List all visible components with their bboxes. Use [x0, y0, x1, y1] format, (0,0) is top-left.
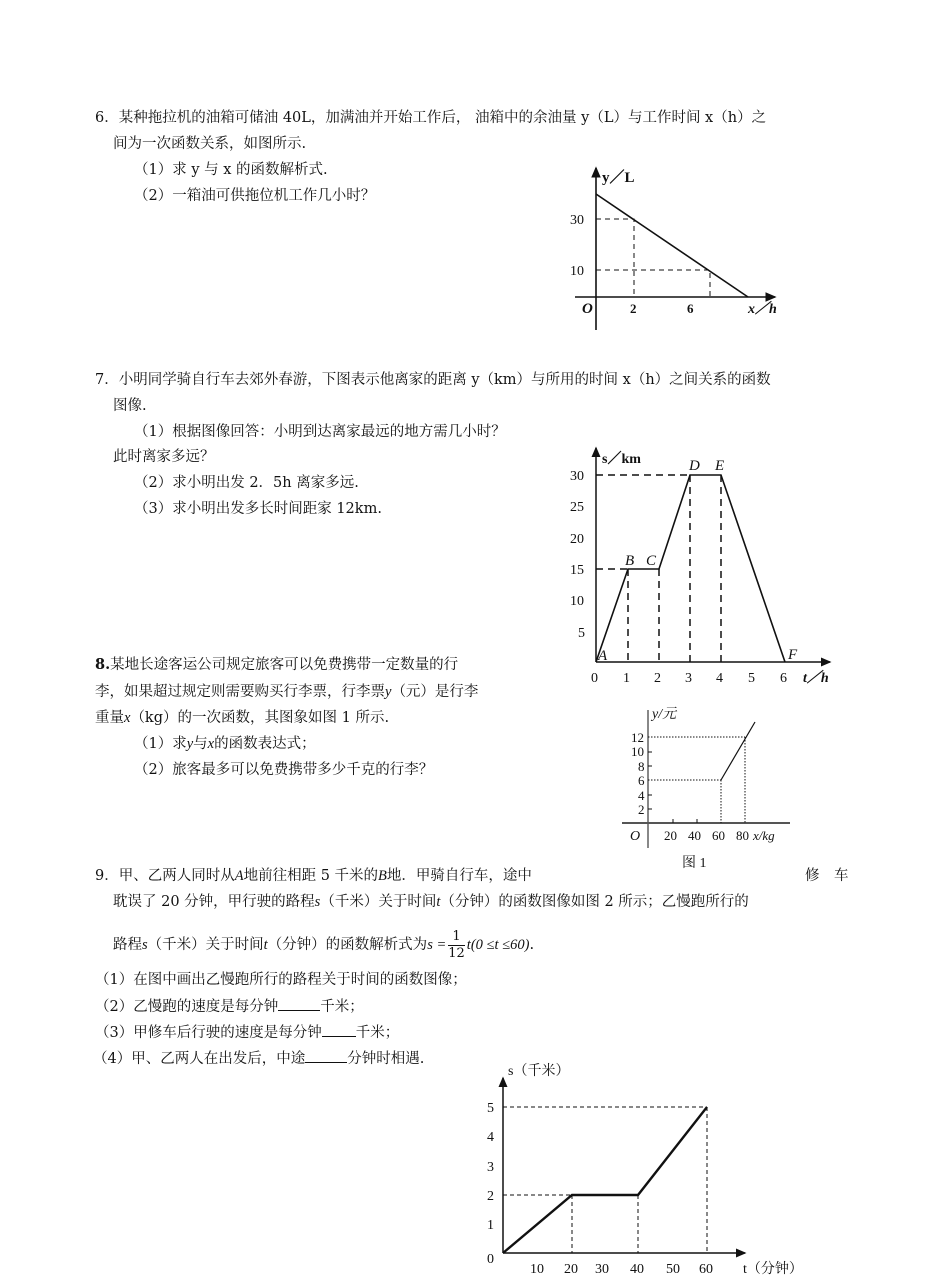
x-tick: 5 [748, 671, 755, 686]
x-tick: 20 [564, 1262, 578, 1277]
q6-line1: 6．某种拖拉机的油箱可储油 40L，加满油并开始工作后， 油箱中的余油量 y（L）与工作时间 x（h）之 [95, 110, 767, 126]
point-labels [597, 458, 798, 664]
point-label-b: B [625, 553, 635, 569]
point-label-d: D [689, 458, 700, 474]
q7-sub2: （2）求小明出发 2．5h 离家多远. [134, 475, 359, 491]
y-ticks [631, 730, 645, 817]
y-tick: 4 [487, 1130, 494, 1145]
x-tick: 60 [699, 1262, 713, 1277]
point-label-a: A [598, 648, 608, 664]
q8-line3c: （kg）的一次函数，其图象如图 1 所示. [130, 710, 390, 726]
q9-sub1: （1）在图中画出乙慢跑所行的路程关于时间的函数图像； [95, 972, 467, 988]
q9-line2b: （千米）关于时间 [320, 894, 437, 910]
x-tick: 6 [780, 671, 787, 686]
y-axis-label: s／km [602, 452, 641, 467]
figure-caption: 图 1 [682, 856, 707, 871]
point-label-e: E [715, 458, 725, 474]
dashed-guide-10 [596, 270, 710, 297]
y-tick: 5 [487, 1101, 494, 1116]
q8-sub2: （2）旅客最多可以免费携带多少千克的行李？ [134, 762, 434, 778]
q9-point-a: A [234, 868, 244, 884]
q6-sub1: （1）求 y 与 x 的函数解析式. [134, 162, 328, 178]
q9-line3c: （分钟）的函数解析式为 [267, 937, 428, 953]
x-tick: 30 [595, 1262, 609, 1277]
x-tick-6: 6 [687, 301, 694, 316]
formula-lhs: s = [427, 937, 447, 953]
q9-sub4a: （4）甲、乙两人在出发后，中途 [93, 1051, 306, 1067]
q8-sub1c: 与 [193, 736, 208, 752]
jia-distance-line [503, 1107, 707, 1253]
x-tick: 2 [654, 671, 661, 686]
q8-sub1e: 的函数表达式； [214, 736, 316, 752]
x-tick: 0 [591, 671, 598, 686]
y-tick: 25 [570, 500, 584, 515]
y-tick: 10 [570, 594, 584, 609]
q9-sub3a: （3）甲修车后行驶的速度是每分钟 [95, 1025, 322, 1041]
x-ticks [664, 828, 775, 843]
q9-line1c: 地．甲骑自行车，途中 [386, 868, 532, 884]
q7-sub3: （3）求小明出发多长时间距家 12km. [134, 501, 382, 517]
x-tick: 10 [530, 1262, 544, 1277]
y-tick: 0 [487, 1252, 494, 1267]
x-tick: 20 [664, 828, 677, 843]
q9-sub4b: 分钟时相遇. [347, 1051, 425, 1067]
fee-line [721, 722, 755, 780]
q9-sub3b: 千米； [355, 1025, 400, 1041]
q9-var-t: t [436, 894, 441, 910]
point-label-f: F [788, 647, 798, 663]
q9-var-s: s [314, 894, 321, 910]
x-tick-2: 2 [630, 301, 637, 316]
q8-var-y: y [385, 684, 392, 700]
q9-line2a: 耽误了 20 分钟，甲行驶的路程 [113, 894, 315, 910]
y-tick: 4 [638, 788, 645, 803]
y-axis-label: y/元 [652, 707, 677, 722]
q8-sub1a: （1）求 [134, 736, 187, 752]
y-tick: 10 [631, 744, 644, 759]
y-tick: 2 [487, 1189, 494, 1204]
q9-line3b: （千米）关于时间 [147, 937, 264, 953]
q9-line2c: （分钟）的函数图像如图 2 所示；乙慢跑所行的 [440, 894, 749, 910]
x-tick: 60 [712, 828, 725, 843]
q9-line3-end: . [529, 937, 535, 953]
q8-number: 8. [95, 656, 111, 673]
y-tick: 5 [578, 626, 585, 641]
q8-sub1-y: y [186, 736, 194, 752]
y-tick: 20 [570, 532, 584, 547]
q8-line3a: 重量 [95, 710, 124, 726]
y-ticks [487, 1101, 494, 1267]
q6-line2: 间为一次函数关系，如图所示. [113, 136, 307, 152]
q9-sub2b: 千米； [320, 999, 364, 1015]
dashed-guides [503, 1107, 707, 1253]
x-tick: 3 [685, 671, 692, 686]
q9-var-s2: s [142, 937, 148, 953]
q7-line2: 图像. [113, 398, 147, 414]
y-tick: 3 [487, 1160, 494, 1175]
x-tick: 40 [630, 1262, 644, 1277]
x-ticks [530, 1261, 803, 1277]
y-tick: 8 [638, 759, 645, 774]
y-axis-label: s（千米） [508, 1064, 570, 1079]
y-tick-30: 30 [570, 213, 584, 228]
formula-rhs: t(0 ≤t ≤60) [466, 937, 530, 953]
x-ticks [591, 669, 829, 686]
y-tick: 12 [631, 730, 644, 745]
y-tick: 30 [570, 469, 584, 484]
y-tick: 1 [487, 1218, 494, 1233]
q7-line1: 7．小明同学骑自行车去郊外春游，下图表示他离家的距离 y（km）与所用的时间 x（h）之间关系的函数 [95, 372, 771, 388]
q8-sub1-x: x [207, 736, 215, 752]
q9-figure [503, 1078, 745, 1253]
q6-sub2: （2）一箱油可供拖位机工作几小时？ [134, 188, 376, 204]
y-tick: 6 [638, 773, 645, 788]
x-tick: 40 [688, 828, 701, 843]
q9-point-b: B [378, 868, 387, 884]
y-tick: 2 [638, 802, 645, 817]
x-tick: 1 [623, 671, 630, 686]
q9-line1a: 9．甲、乙两人同时从 [95, 868, 235, 884]
origin-label: O [582, 301, 593, 317]
fuel-line [596, 194, 748, 297]
dashed-guide-30 [596, 219, 634, 297]
y-tick-10: 10 [570, 264, 584, 279]
x-tick: 4 [716, 671, 723, 686]
fraction-denominator: 12 [448, 945, 465, 961]
x-tick: 80 [736, 828, 749, 843]
x-tick: 50 [666, 1262, 680, 1277]
y-axis-label: y／L [602, 170, 635, 186]
q9-var-t2: t [263, 937, 268, 953]
q6-figure [575, 168, 775, 330]
x-axis-label: x／h [748, 302, 777, 317]
q8-line2c: （元）是行李 [391, 684, 479, 700]
origin-label: O [630, 829, 641, 844]
q9-line3a: 路程 [113, 937, 142, 953]
dotted-guides [648, 737, 745, 823]
q8-var-x: x [124, 710, 131, 726]
x-axis-label: t（分钟） [743, 1262, 803, 1277]
q9-sub2a: （2）乙慢跑的速度是每分钟 [95, 999, 279, 1015]
q7-sub1b: 此时离家多远？ [113, 449, 215, 465]
y-ticks [570, 469, 585, 641]
y-tick: 15 [570, 563, 584, 578]
q8-line1-text: 某地长途客运公司规定旅客可以免费携带一定数量的行 [110, 657, 459, 673]
fraction-numerator: 1 [448, 929, 465, 946]
q9-line1b: 地前往相距 5 千米的 [243, 868, 379, 884]
x-axis-label: x/kg [753, 828, 775, 843]
tick-marks [648, 752, 697, 823]
point-label-c: C [646, 553, 657, 569]
q9-line1-end: 修 车 [805, 868, 849, 884]
q8-line2a: 李，如果超过规定则需要购买行李票，行李票 [95, 684, 385, 700]
q7-sub1a: （1）根据图像回答：小明到达离家最远的地方需几小时？ [134, 424, 506, 440]
x-axis-label: t／h [803, 671, 829, 686]
